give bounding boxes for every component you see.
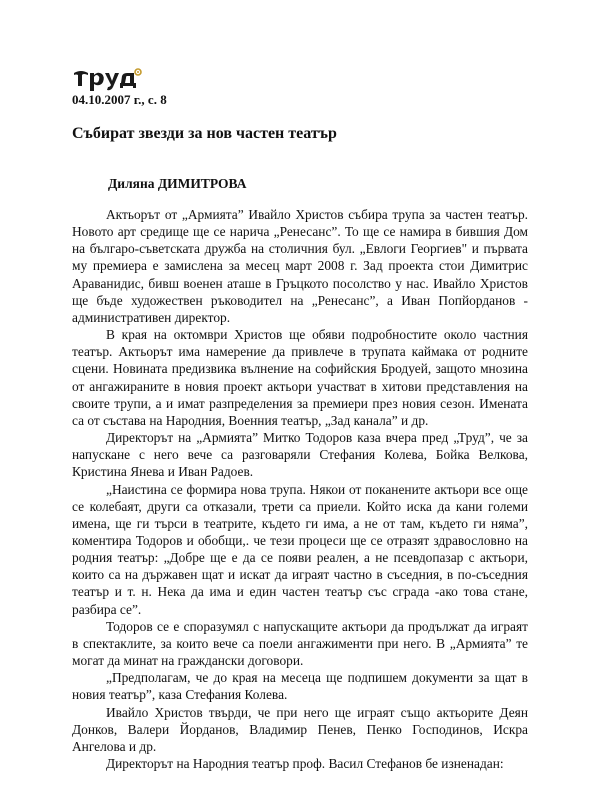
article-paragraph: Актьорът от „Армията” Ивайло Христов събира трупа за частен театър. Новото арт средище ще се нарича „Ренесанс”. То ще се намира в бившия Дом на българо-съветската дружба на столичния бул. „Евлоги Георгиев" и първата му премиера е замислена за месец март 2008 г. Зад проекта стои Димитрис Араванидис, бивш военен аташе в Гръцкото посолство у нас. Ивайло Христов ще бъде художествен ръководител на „Ренесанс”, а Иван Попйорданов - административен директор. [72,207,528,325]
article-paragraph: Тодоров се е споразумял с напускащите актьори да продължат да играят в спектаклите, за които вече са поели ангажименти при него. В „Армията” те могат да минат на граждански договори. [72,618,528,669]
article-paragraph: В края на октомври Христов ще обяви подробностите около частния театър. Актьорът има намерение да привлече в трупата каймака от родните сцени. Новината предизвика вълнение на софийския Бродуей, защото мнозина от ангажираните в новия проект актьори участват в хитови представления на своите трупи, а и имат разпределения за премиери през новия сезон. Имената са от състава на Народния, Военния театър, „Зад канала” и др. [72,327,528,428]
article-paragraph: Директорът на Народния театър проф. Васил Стефанов бе изненадан: [106,756,504,771]
publication-date-line: 04.10.2007 г., с. 8 [72,92,167,107]
article-author: Диляна ДИМИТРОВА [108,176,247,191]
article-paragraph: Директорът на „Армията” Митко Тодоров каза вчера пред „Труд”, че за напускане с него вече са разговаряли Стефания Колева, Бойка Велкова, Кристина Янева и Иван Радоев. [72,430,528,480]
article-title: Събират звезди за нов частен театър [72,125,337,142]
article-paragraph: „Наистина се формира нова трупа. Някои от поканените актьори все още се колебаят, други са отказали, трети са приели. Който иска да кани големи имена, ще ги търси в театрите, където ги има, а не от там, където ги няма”, коментира Тодоров и обобщи,. че тези процеси ще се отразят здравословно на родния театър: „Добре ще е да се появи реален, а не псевдопазар с актьори, които са на държавен щат и искат да играят частно в съседния, в по-съседния театър и т. н. Нека да има и един частен театър със сграда -ако това стане, разбира се”. [72,481,528,617]
article-paragraph: „Предполагам, че до края на месеца ще подпишем документи за щат в новия театър”, каза Стефания Колева. [72,670,528,703]
article-body [72,206,528,772]
article-paragraph: Ивайло Христов твърди, че при него ще играят също актьорите Деян Донков, Валери Йорданов, Владимир Пенев, Пенко Господинов, Искра Ангелова и др. [72,704,528,754]
trud-logo [72,66,144,92]
trud-logo-mark [72,66,144,92]
